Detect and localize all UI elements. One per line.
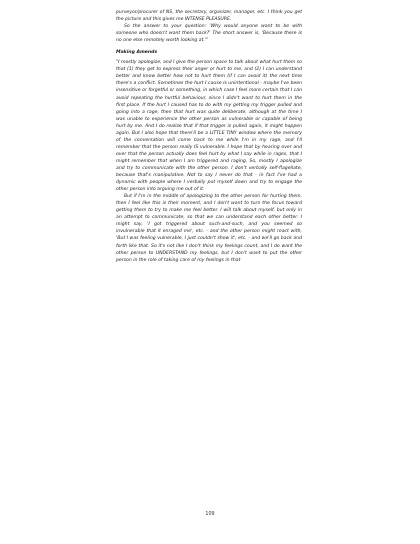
paragraph: "I mostly apologize, and I give the person space to talk about what hurt them so that (1) they get to express their anger or hurt to me, and (2) I can understand better and know better how not to hurt them (if I can avoid it) the next time there's a conflict. Sometimes the hurt I cause is unintentional - maybe I've been insensitive or forgetful or something, in which case I feel more certain that I can avoid repeating the hurtful behaviour, since I didn't want to hurt them in the first place. If the hurt I caused has to do with my getting my trigger pulled and going into a rage, then that hurt was quite deliberate, although at the time I was unable to experience the other person as vulnerable or capable of being hurt by me. And I do realize that if that trigger is pulled again, it might happen again. But I also hope that there'll be a LITTLE TINY window where the memory of the conversation will come back to me while I'm in my rage, and I'll remember that the person really IS vulnerable. I hope that by hearing over and over that the person actually does feel hurt by what I say while in rages, that I might remember that when I am triggered and raging. So, mostly I apologize and try to communicate with the other person. I don't verbally self-flagellate, because that's manipulative. Not to say I never do that - in fact I've had a dynamic with people where I verbally put myself down and try to engage the other person into arguing me out of it. [116, 60, 302, 193]
paragraph: So the answer to your question: 'Why would anyone want to be with someone who doesn't want them back?' The short answer is, 'Because there is no one else remotely worth looking at.'" [116, 24, 302, 44]
section-heading: Making Amends [116, 50, 158, 56]
paragraph: purveyor/procurer of NS, the secretary, organizer, manager, etc. I think you get the picture and this gives me INTENSE PLEASURE. [116, 10, 302, 23]
paragraph: But if I'm in the middle of apologizing to the other person for hurting them, then I feel like this is their moment, and I don't want to turn the focus toward getting them to try to make me feel better. I will talk about myself, but only in an attempt to communicate, so that we can understand each other better. I might say, 'I got triggered about such-and-such, and you seemed so invulnerable that it enraged me', etc. - and the other person might react with, 'But I was feeling vulnerable, I just couldn't show it', etc. - and we'll go back and forth like that. So it's not like I don't think my feelings count, and I do want the other person to UNDERSTAND my feelings, but I don't want to put the other person in the role of taking care of my feelings in that [116, 194, 302, 263]
page-number: 109 [205, 512, 215, 517]
page-body [116, 9, 302, 264]
